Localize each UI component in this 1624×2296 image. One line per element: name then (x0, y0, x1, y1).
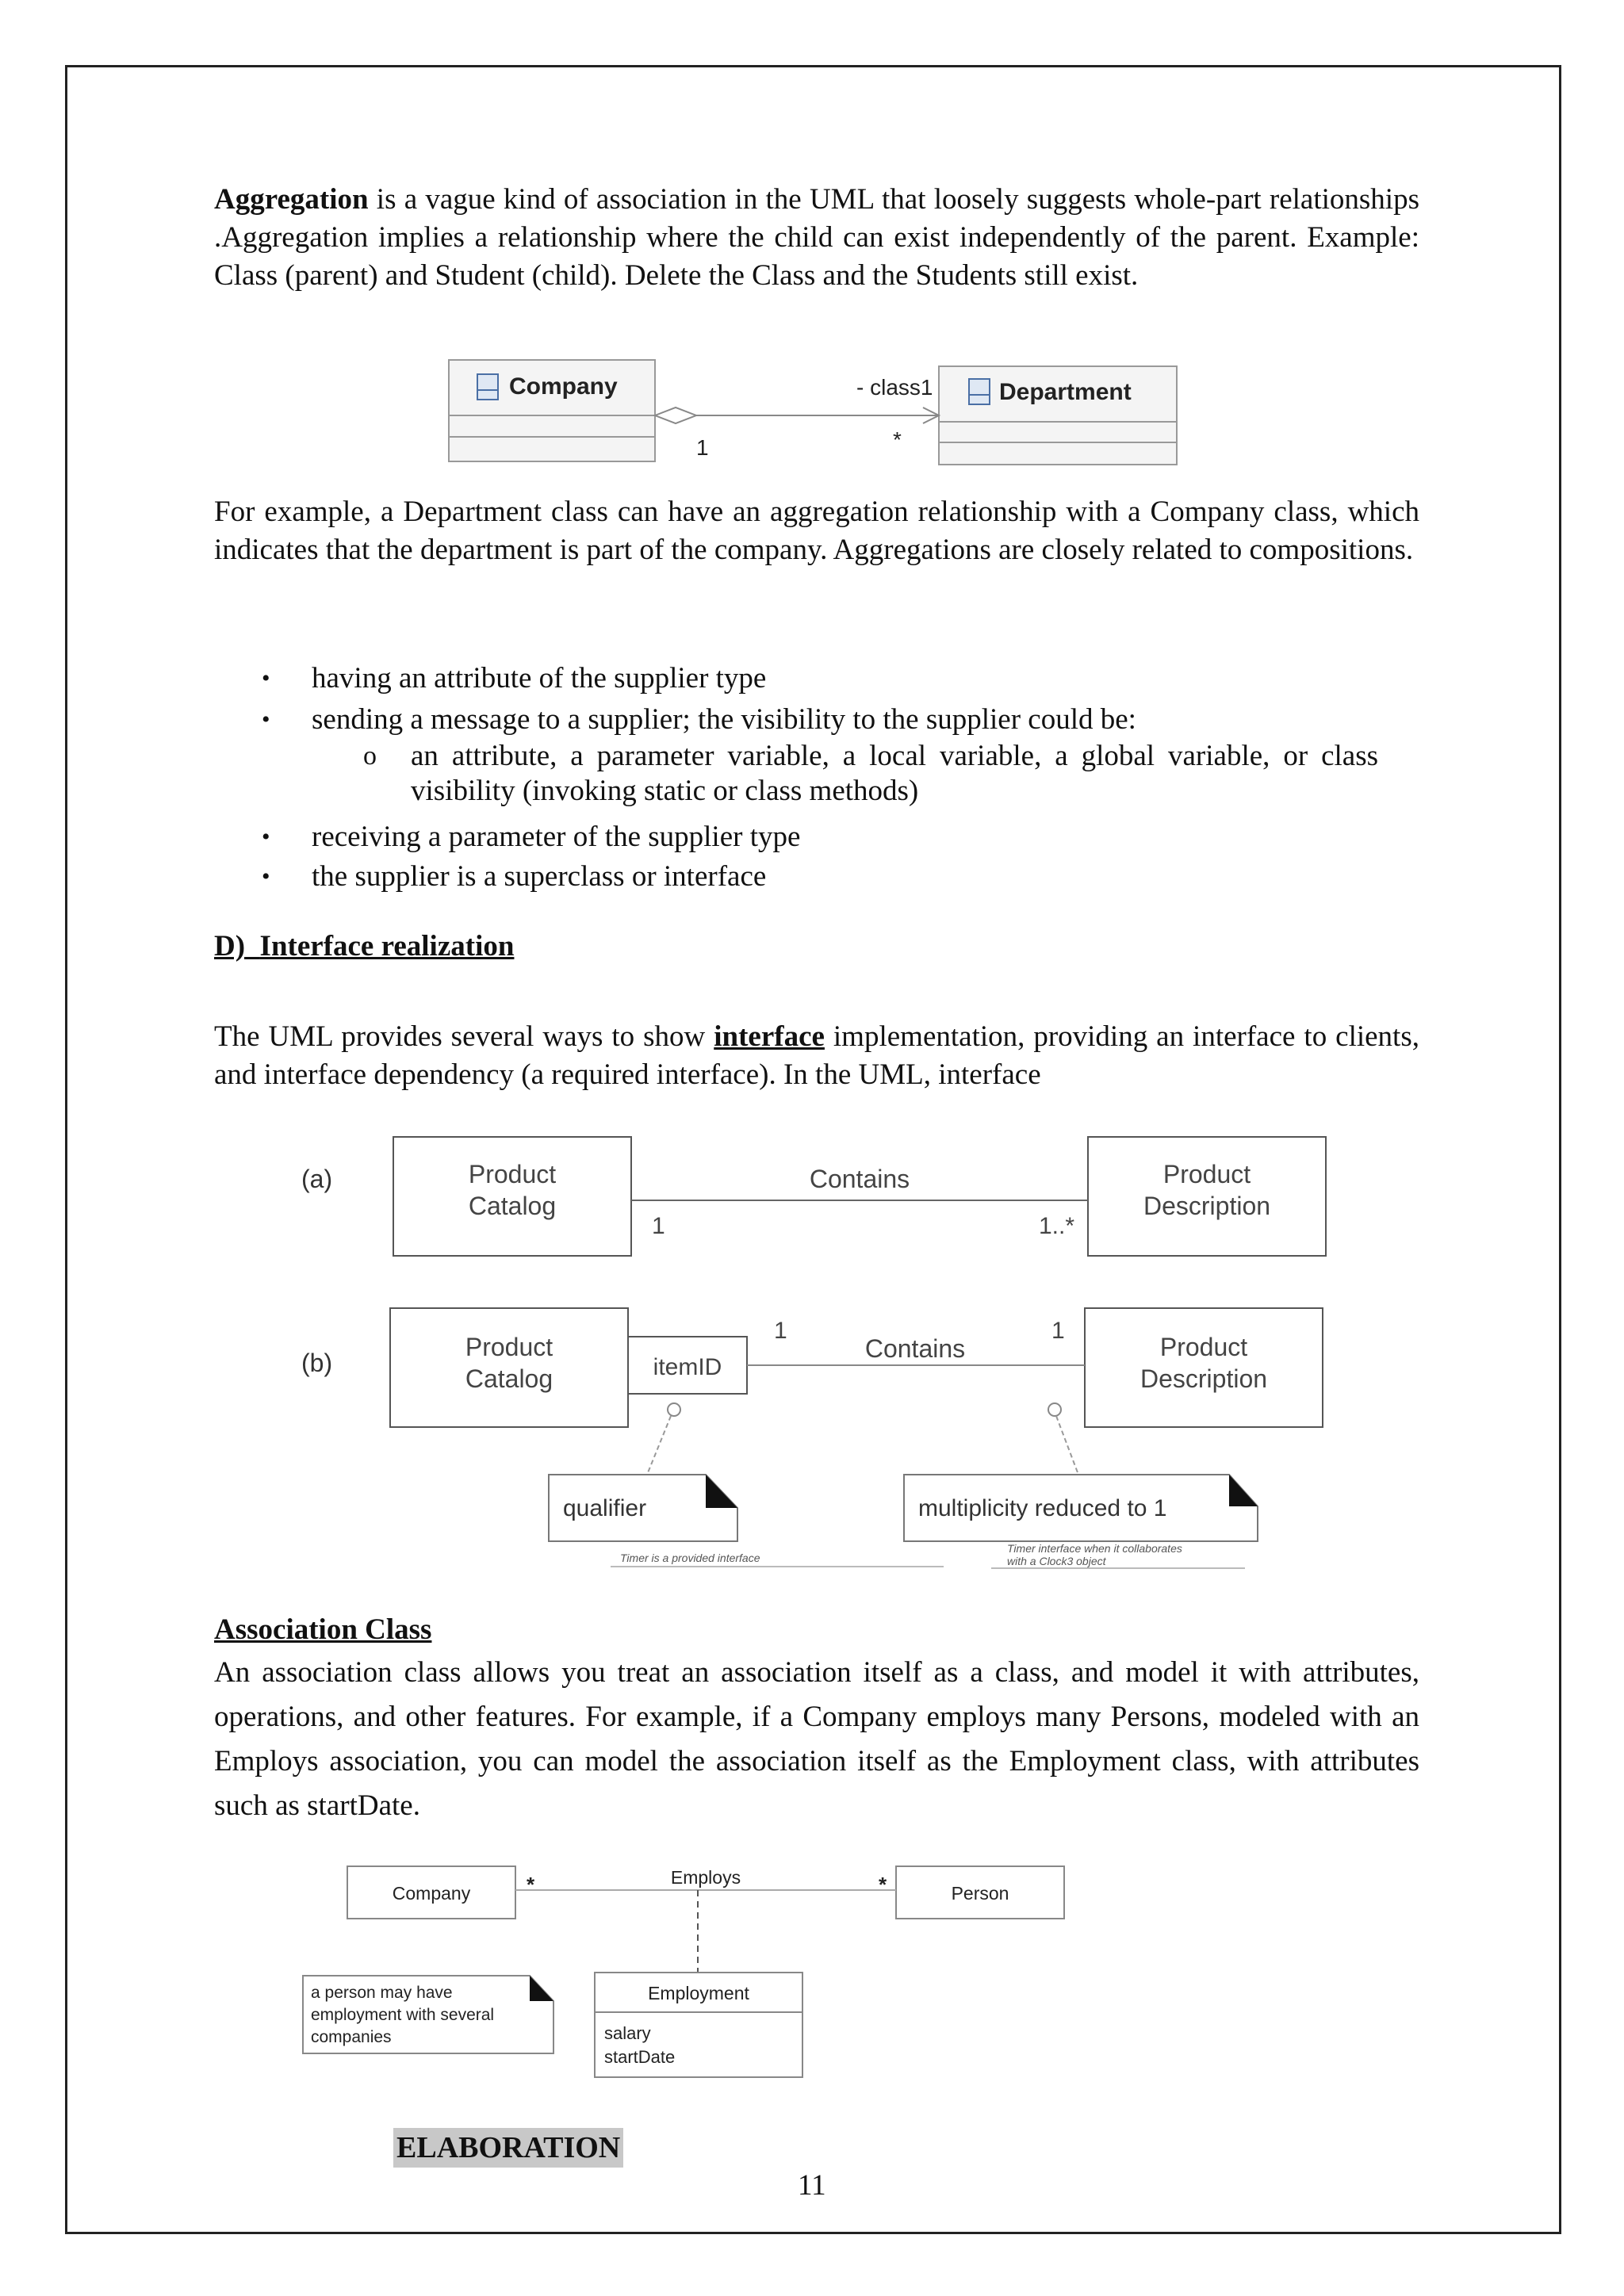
anchor-circle (1048, 1403, 1061, 1416)
mult-right: * (879, 1873, 887, 1896)
aggregation-text: is a vague kind of association in the UML that loosely suggests whole-part relationships .Aggregation implies a relationship where the child can exist independently of the parent. Example: Class (parent) and Student (child). Delete the Class and the Students still exist. (214, 183, 1419, 292)
a-product-catalog-box (393, 1137, 631, 1256)
faded-note-right-2: with a Clock3 object (1007, 1555, 1106, 1567)
employment-label: Employment (648, 1983, 749, 2003)
qualifier-note-text: qualifier (563, 1495, 647, 1521)
interface-text-after: implementation, providing an interface to clients, and interface dependency (a required interface). In the UML, interface (214, 1020, 1419, 1091)
mult-left: * (527, 1873, 535, 1896)
a-right-line1: Product (1162, 1160, 1251, 1188)
bullet-dot: • (262, 706, 270, 733)
note-line3: companies (311, 2028, 392, 2046)
company-box (347, 1866, 515, 1919)
association-class-heading: Association Class (214, 1613, 432, 1646)
department-class-box (939, 366, 1177, 465)
elaboration-label: ELABORATION (393, 2128, 623, 2168)
paragraph-aggregation (214, 181, 1419, 295)
a-left-line1: Product (468, 1160, 557, 1188)
bullet-item: the supplier is a superclass or interface (312, 860, 767, 893)
a-product-description-box (1088, 1137, 1326, 1256)
department-class-name: Department (999, 379, 1132, 405)
aggregation-diamond (655, 408, 696, 423)
sub-bullet-mark: o (363, 741, 377, 771)
company-class-name: Company (509, 373, 618, 400)
label-a: (a) (301, 1165, 333, 1193)
b-mult-right: 1 (1051, 1318, 1065, 1344)
class-icon (477, 374, 498, 400)
multiplicity-note (904, 1475, 1258, 1541)
bullet-item: having an attribute of the supplier type (312, 662, 767, 695)
qualifier-diagram (293, 1126, 1340, 1586)
b-right-line2: Description (1139, 1364, 1268, 1393)
bullet-dot: • (262, 863, 270, 890)
note-line2: employment with several (311, 2006, 495, 2024)
person-note (303, 1976, 553, 2053)
interface-text-before: The UML provides several ways to show (214, 1020, 714, 1053)
mult-left: 1 (696, 435, 709, 460)
mult-right: * (893, 427, 902, 452)
bullet-dot: • (262, 824, 270, 850)
b-assoc-label: Contains (864, 1334, 966, 1363)
paragraph-association: An association class allows you treat an association itself as a class, and model it with attributes, operations, and other features. For example, if a Company employs many Persons, modeled with an Employs association, you can model the association itself as the Employment class, with attributes such as startDate. (214, 1656, 1419, 1822)
aggregation-diagram (444, 355, 1189, 474)
note-anchor-line (1056, 1416, 1078, 1475)
b-left-line1: Product (465, 1333, 553, 1361)
employs-label: Employs (670, 1867, 741, 1888)
qualifier-note (549, 1475, 737, 1541)
company-label: Company (392, 1883, 471, 1904)
b-right-line1: Product (1159, 1333, 1248, 1361)
b-mult-left: 1 (774, 1318, 787, 1344)
company-class-box (449, 360, 655, 461)
term-aggregation: Aggregation (214, 183, 369, 216)
a-mult-left: 1 (652, 1213, 665, 1239)
attr-salary: salary (604, 2023, 651, 2043)
faded-note-left: Timer is a provided interface (620, 1552, 760, 1564)
a-assoc-label: Contains (809, 1165, 910, 1193)
role-label: - class1 (856, 375, 933, 400)
note-line1: a person may have (311, 1984, 453, 2002)
a-mult-right: 1..* (1039, 1213, 1075, 1239)
paragraph-interface (214, 1018, 1419, 1094)
bullet-item: sending a message to a supplier; the visibility to the supplier could be: (312, 703, 1136, 736)
paragraph-example: For example, a Department class can have an aggregation relationship with a Company class, which indicates that the department is part of the company. Aggregations are closely related to compositions. (214, 496, 1419, 566)
a-left-line2: Catalog (468, 1192, 557, 1220)
label-b: (b) (301, 1349, 333, 1377)
bullet-dot: • (262, 665, 270, 691)
class-icon (969, 379, 990, 404)
b-left-line2: Catalog (465, 1364, 553, 1393)
b-qualifier-label: itemID (653, 1354, 722, 1380)
employment-box (595, 1973, 802, 2077)
faded-note-right-1: Timer interface when it collaborates (1007, 1542, 1182, 1555)
anchor-circle (668, 1403, 680, 1416)
note-anchor-line (647, 1416, 671, 1475)
b-product-description-box (1085, 1308, 1323, 1427)
b-product-catalog-box (390, 1308, 628, 1427)
multiplicity-note-text: multiplicity reduced to 1 (918, 1495, 1167, 1521)
attr-startdate: startDate (604, 2047, 676, 2067)
a-right-line2: Description (1143, 1192, 1271, 1220)
bullet-item: receiving a parameter of the supplier type (312, 821, 801, 853)
person-box (896, 1866, 1064, 1919)
section-title: Interface realization (259, 930, 515, 962)
association-class-diagram (298, 1855, 1075, 2093)
section-letter: D) (214, 930, 246, 962)
page-number: 11 (798, 2169, 826, 2202)
person-label: Person (951, 1883, 1009, 1904)
b-qualifier-box (628, 1337, 747, 1394)
section-d-heading (214, 929, 514, 963)
sub-bullet-item: an attribute, a parameter variable, a local variable, a global variable, or class visibility (invoking static or class methods) (411, 740, 1378, 807)
interface-bold: interface (714, 1020, 825, 1053)
